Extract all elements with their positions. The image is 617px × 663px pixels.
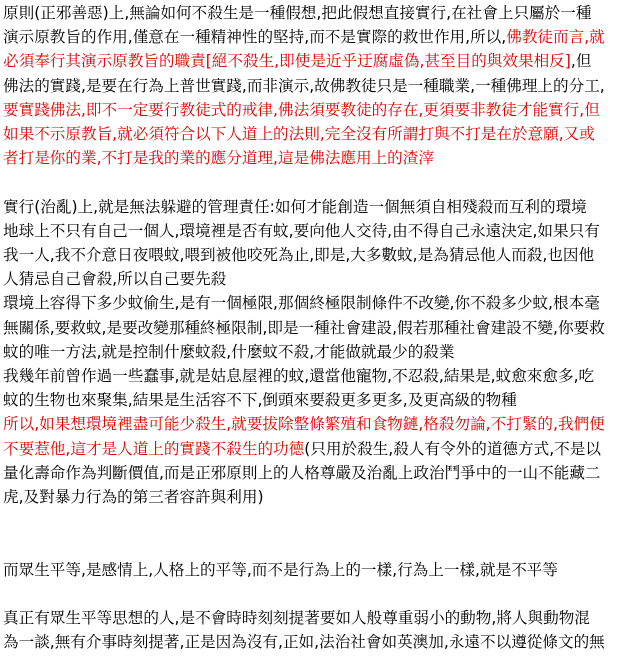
- text-line: [3, 414, 605, 436]
- emphasis-text: 者打是你的業,不打是我的業的應分道理,這是佛法應用上的渣滓: [3, 149, 434, 168]
- text-line: [3, 463, 601, 485]
- text-line: [3, 342, 455, 364]
- text-line: [3, 100, 600, 122]
- text-line: [3, 197, 587, 219]
- body-text: 環境上容得下多少蚊偷生,是有一個極限,那個終極限制條件不改變,你不殺多少蚊,根本毫: [3, 294, 600, 313]
- text-line: [3, 3, 591, 25]
- text-line: [3, 439, 601, 461]
- body-text: 蚊的唯一方法,就是控制什麼蚊殺,什麼蚊不殺,才能做就最少的殺業: [3, 342, 455, 361]
- body-text: 演示原教旨的作用,僅意在一種精神性的堅持,而不是實際的救世作用,所以,: [3, 28, 507, 47]
- body-text: 我一人,我不介意日夜喂蚊,喂到被他咬死為止,即是,大多數蚊,是為猜忌他人而殺,也因他: [3, 246, 595, 264]
- text-line: [3, 51, 591, 73]
- body-text: 為一談,無有介事時刻提著,正是因為沒有,正如,法治社會如英澳加,永遠不以遵從條文的無: [3, 633, 605, 652]
- text-line: [3, 560, 558, 582]
- body-text: 蚊的生物也來聚集,結果是生活容不下,倒頭來要殺更多更多,及更高級的物種: [3, 391, 517, 410]
- emphasis-text: 必須奉行其演示原教旨的職責[絕不殺生,即使是近乎迂腐虛偽,甚至目的與效果相反]: [3, 52, 571, 71]
- emphasis-text: 要實踐佛法,即不一定要行教徒式的戒律,佛法須要教徒的存在,更須要非教徒才能實行,但: [3, 100, 600, 119]
- body-text: 虎,及對暴力行為的第三者容許與利用): [3, 488, 264, 506]
- body-text: 量化壽命作為判斷價值,而是正邪原則上的人格尊嚴及治亂上政治鬥爭中的一山不能藏二: [3, 463, 601, 482]
- text-line: [3, 27, 605, 49]
- text-line: [3, 318, 605, 340]
- emphasis-text: 如果不示原教旨,就必須符合以下人道上的法則,完全沒有所謂打與不打是在於意願,又或: [3, 125, 595, 143]
- text-line: [3, 608, 590, 630]
- emphasis-text: 所以,如果想環境裡盡可能少殺生,就要拔除整條繁殖和食物鏈,格殺勿論,不打緊的,我們便: [3, 415, 605, 434]
- body-text: 而眾生平等,是感情上,人格上的平等,而不是行為上的一樣,行為上一樣,就是不平等: [3, 560, 558, 579]
- body-text: ,但: [570, 52, 592, 71]
- text-line: [3, 366, 594, 388]
- text-line: [3, 245, 594, 267]
- text-line: [3, 632, 605, 654]
- text-line: [3, 487, 264, 509]
- body-text: 佛法的實踐,是要在行為上普世實踐,而非演示,故佛教徒只是一種職業,一種佛理上的分工,: [3, 76, 605, 95]
- text-line: [3, 124, 595, 146]
- body-text: (只用於殺生,殺人有令外的道德方式,不是以: [304, 439, 601, 458]
- body-text: 人猜忌自己會殺,所以自己要先殺: [3, 270, 227, 289]
- text-line: [3, 269, 226, 291]
- text-line: [3, 148, 434, 170]
- emphasis-text: 佛教徒而言,就: [506, 28, 605, 47]
- body-text: 無關係,要救蚊,是要改變那種終極限制,即是一種社會建設,假若那種社會建設不變,你要救: [3, 318, 605, 337]
- emphasis-text: 不要惹他,這才是人道上的實踐不殺生的功德: [3, 439, 305, 458]
- text-line: [3, 390, 517, 412]
- body-text: 原則(正邪善惡)上,無論如何不殺生是一種假想,把此假想直接實行,在社會上只屬於一種: [3, 4, 592, 22]
- text-line: [3, 293, 600, 315]
- text-line: [3, 221, 600, 243]
- text-line: [3, 76, 605, 98]
- body-text: 我幾年前曾作過一些蠢事,就是姑息屋裡的蚊,還當他寵物,不忍殺,結果是,蚊愈來愈多,吃: [3, 367, 595, 385]
- body-text: 地球上不只有自己一個人,環境裡是否有蚊,要向他人交待,由不得自己永遠決定,如果只有: [3, 221, 600, 240]
- body-text: 真正有眾生平等思想的人,是不會時時刻刻提著要如人般尊重弱小的動物,將人與動物混: [3, 609, 590, 627]
- body-text: 實行(治亂)上,就是無法躲避的管理責任:如何才能創造一個無須自相殘殺而互利的環境: [3, 197, 587, 216]
